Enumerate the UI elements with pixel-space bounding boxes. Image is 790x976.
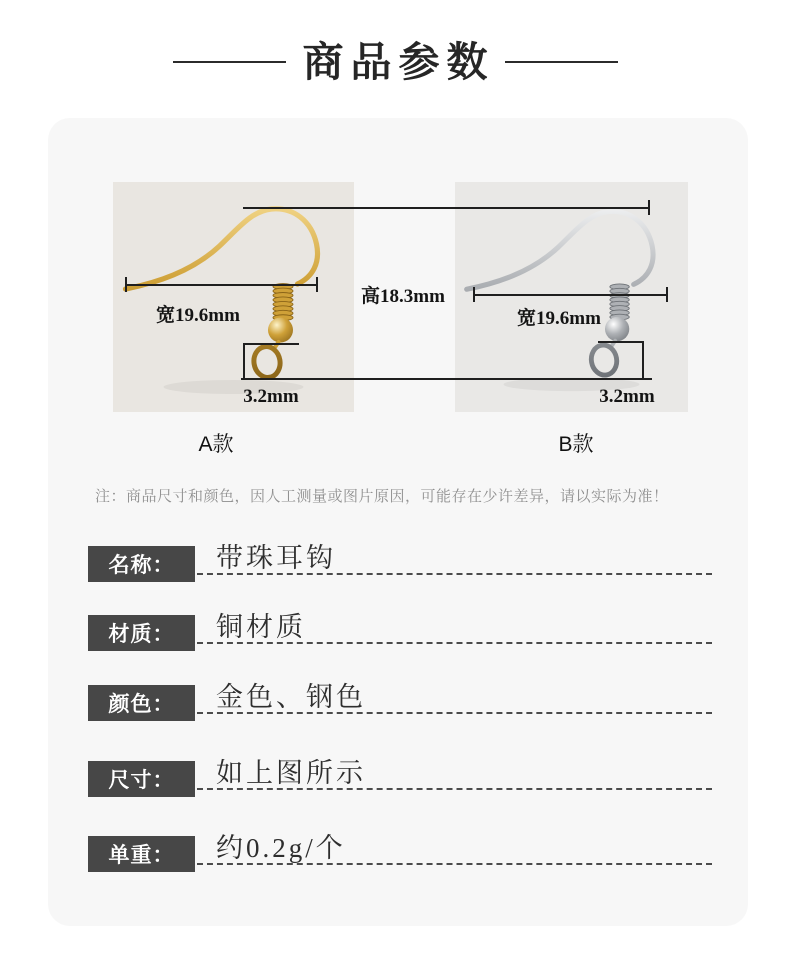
spec-value: 带珠耳钩 xyxy=(216,543,336,573)
height-dimension-tick xyxy=(648,200,650,215)
height-dimension-label: 高18.3mm xyxy=(361,286,445,307)
disclaimer-note: 注：商品尺寸和颜色，因人工测量或图片原因，可能存在少许差异，请以实际为准！ xyxy=(95,488,669,505)
style-b-label: B款 xyxy=(558,433,594,456)
width-dimension-line-a xyxy=(125,284,318,286)
height-dimension-line-bottom xyxy=(241,378,652,380)
loop-bracket-a-horizontal xyxy=(243,343,299,345)
spec-value: 金色、钢色 xyxy=(216,682,366,712)
height-dimension-line-top xyxy=(243,207,650,209)
loop-dimension-label-b: 3.2mm xyxy=(599,386,655,407)
spec-label: 单重： xyxy=(108,843,175,867)
spec-label: 颜色： xyxy=(108,692,175,716)
product-params-card xyxy=(48,118,748,926)
spec-label-box xyxy=(88,836,195,872)
spec-value: 如上图所示 xyxy=(216,758,366,788)
spec-value: 铜材质 xyxy=(216,612,306,642)
loop-bracket-b-horizontal xyxy=(598,341,644,343)
spec-label: 尺寸： xyxy=(108,768,175,792)
title-divider-left xyxy=(173,61,286,63)
width-dimension-label-b: 宽19.6mm xyxy=(517,308,601,329)
width-tick-a-left xyxy=(125,277,127,292)
spec-label-box xyxy=(88,685,195,721)
spec-row-color xyxy=(48,682,748,733)
spec-label-box xyxy=(88,761,195,797)
loop-bracket-b-vertical xyxy=(642,341,644,380)
spec-row-weight xyxy=(48,833,748,884)
width-tick-b-right xyxy=(666,287,668,302)
spec-row-material xyxy=(48,612,748,663)
loop-bracket-a-vertical xyxy=(243,343,245,380)
title-divider-right xyxy=(505,61,618,63)
style-a-label: A款 xyxy=(198,433,234,456)
spec-label-box xyxy=(88,546,195,582)
width-tick-a-right xyxy=(316,277,318,292)
spec-row-name xyxy=(48,543,748,594)
width-dimension-label-a: 宽19.6mm xyxy=(156,305,240,326)
spec-label: 材质： xyxy=(108,622,175,646)
loop-dimension-label-a: 3.2mm xyxy=(243,386,299,407)
spec-value: 约0.2g/个 xyxy=(216,833,346,863)
page-title: 商品参数 xyxy=(302,38,495,85)
spec-label-box xyxy=(88,615,195,651)
spec-label: 名称： xyxy=(108,553,175,577)
section-title xyxy=(0,34,790,90)
width-tick-b-left xyxy=(473,287,475,302)
width-dimension-line-b xyxy=(473,294,668,296)
spec-row-size xyxy=(48,758,748,809)
